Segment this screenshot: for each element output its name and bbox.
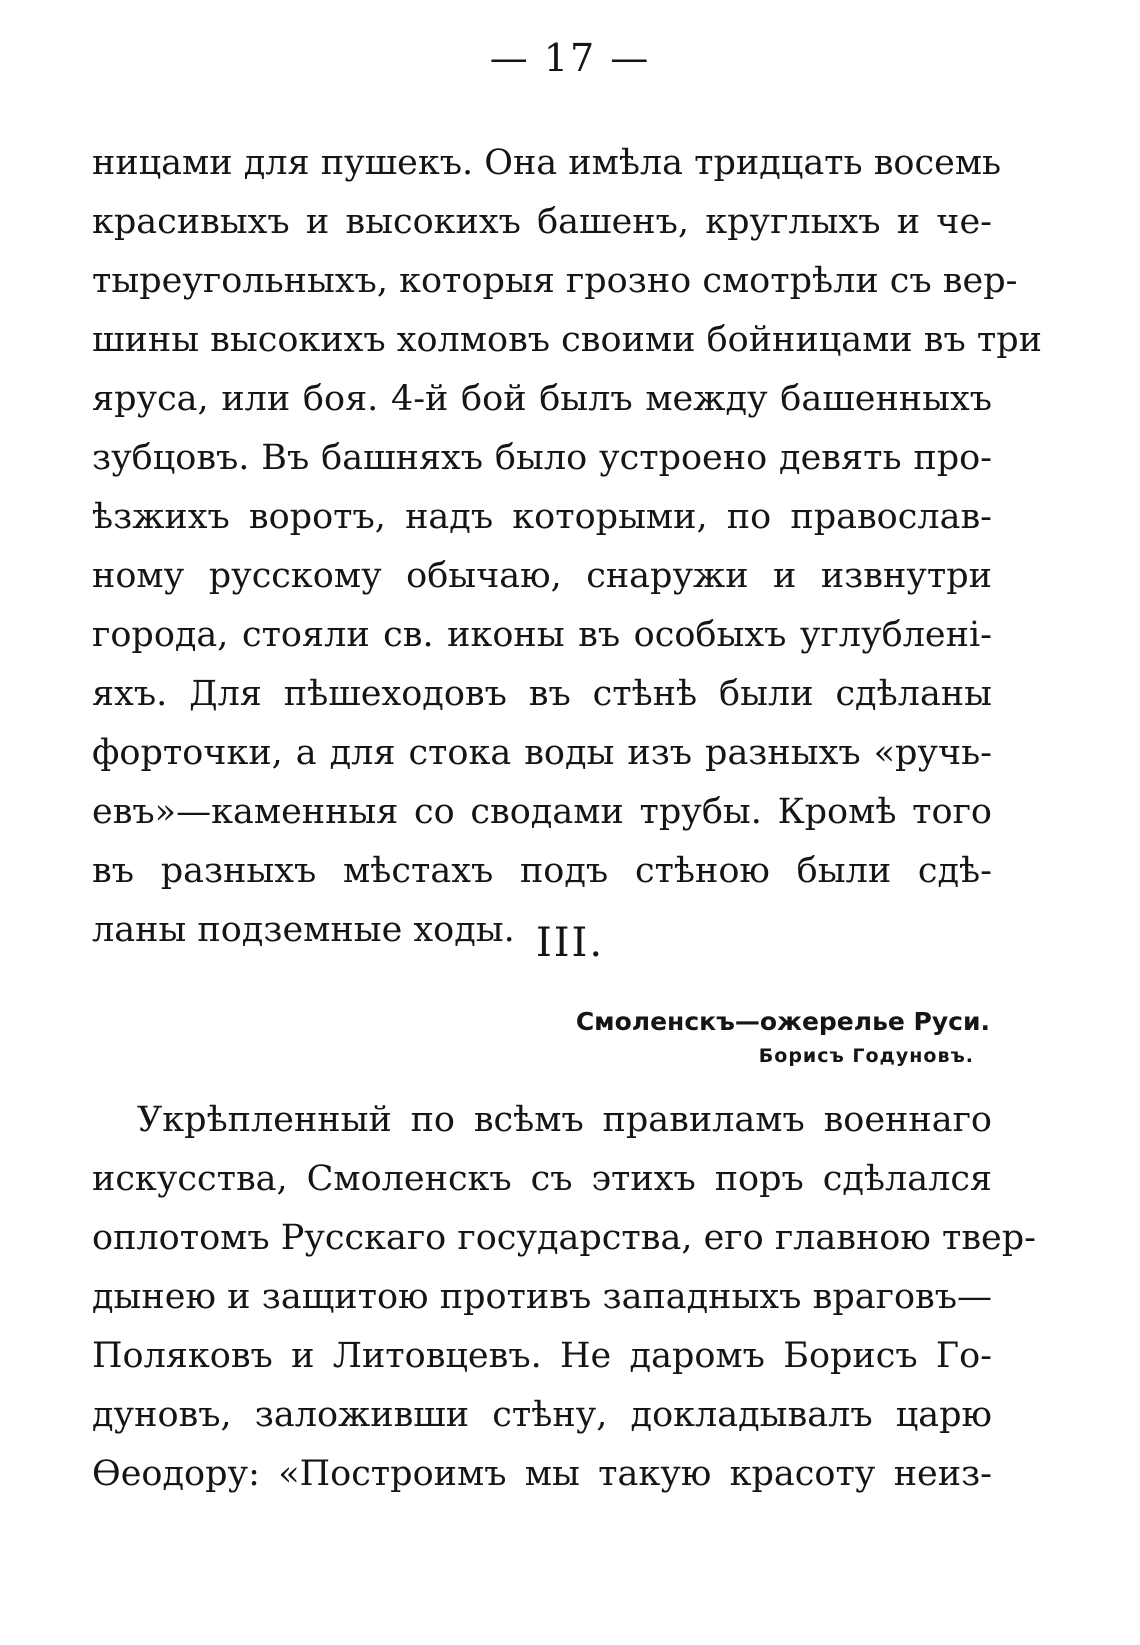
text-line: красивыхъ и высокихъ башенъ, круглыхъ и че- <box>92 202 992 242</box>
text-line: шины высокихъ холмовъ своими бойницами въ три <box>92 320 1042 360</box>
paragraph-smolensk-stronghold <box>92 1091 1036 1504</box>
text-line: дынею и защитою противъ западныхъ враговъ— <box>92 1277 992 1317</box>
epigraph <box>576 1004 990 1072</box>
text-line: евъ»—каменныя со сводами трубы. Кромѣ того <box>92 792 992 832</box>
epigraph-source: Борисъ Годуновъ. <box>758 1045 974 1067</box>
text-line: Укрѣпленный по всѣмъ правиламъ военнаго <box>137 1100 992 1140</box>
text-line: ному русскому обычаю, снаружи и извнутри <box>92 556 992 596</box>
page-number: — 17 — <box>489 36 651 80</box>
text-line: Өеодору: «Построимъ мы такую красоту неиз- <box>92 1454 992 1494</box>
text-line: яхъ. Для пѣшеходовъ въ стѣнѣ были сдѣланы <box>92 674 992 714</box>
text-line: оплотомъ Русскаго государства, его главною твер- <box>92 1218 1036 1258</box>
epigraph-quote: Смоленскъ—ожерелье Руси. <box>575 1007 990 1036</box>
text-line: ланы подземные ходы. <box>92 910 515 950</box>
text-line: зубцовъ. Въ башняхъ было устроено девять про- <box>92 438 992 478</box>
section-heading: III. <box>535 920 605 966</box>
paragraph-fortress-description <box>92 134 1042 960</box>
text-line: города, стояли св. иконы въ особыхъ углубленi- <box>92 615 992 655</box>
text-line: ницами для пушекъ. Она имѣла тридцать восемь <box>92 143 1002 183</box>
text-line: искусства, Смоленскъ съ этихъ поръ сдѣлался <box>92 1159 992 1199</box>
text-line: Поляковъ и Литовцевъ. Не даромъ Борисъ Го- <box>92 1336 992 1376</box>
text-line: дуновъ, заложивши стѣну, докладывалъ царю <box>92 1395 992 1435</box>
text-line: ѣзжихъ воротъ, надъ которыми, по православ- <box>92 497 992 537</box>
text-line: въ разныхъ мѣстахъ подъ стѣною были сдѣ- <box>92 851 992 891</box>
text-line: яруса, или боя. 4-й бой былъ между башенныхъ <box>92 379 992 419</box>
text-line: форточки, а для стока воды изъ разныхъ «ручь- <box>92 733 992 773</box>
text-line: тыреугольныхъ, которыя грозно смотрѣли съ вер- <box>92 261 1018 301</box>
